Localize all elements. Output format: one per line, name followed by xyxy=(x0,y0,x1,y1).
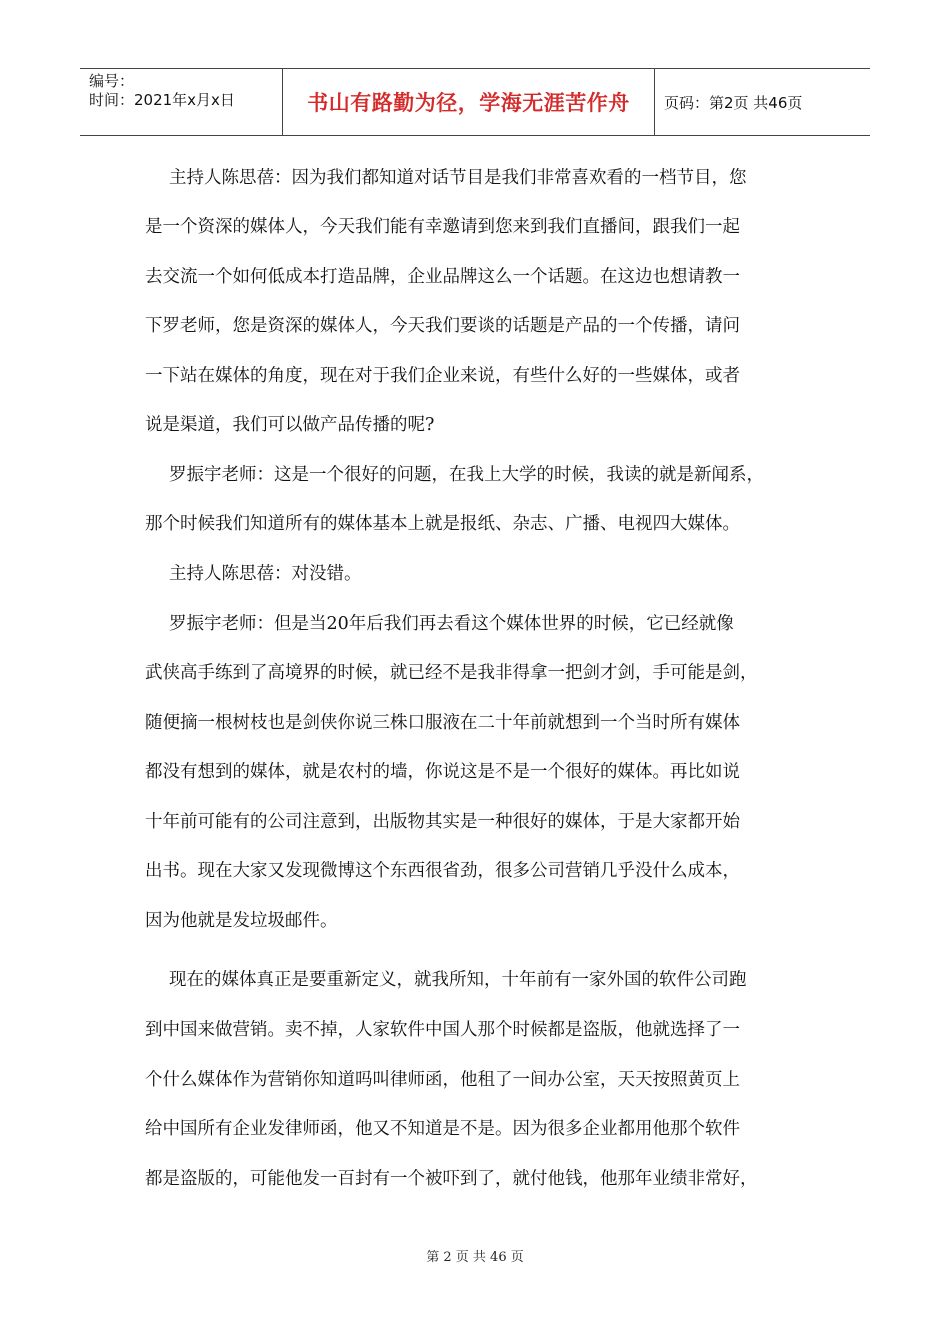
page-footer: 第 2 页 共 46 页 xyxy=(426,1250,524,1265)
body-line: 去交流一个如何低成本打造品牌，企业品牌这么一个话题。在这边也想请教一 xyxy=(145,267,740,287)
body-line: 都没有想到的媒体，就是农村的墙，你说这是不是一个很好的媒体。再比如说 xyxy=(145,762,740,782)
body-line: 现在的媒体真正是要重新定义，就我所知，十年前有一家外国的软件公司跑 xyxy=(169,970,747,990)
body-line: 出书。现在大家又发现微博这个东西很省劲，很多公司营销几乎没什么成本， xyxy=(145,861,740,881)
body-line: 十年前可能有的公司注意到，出版物其实是一种很好的媒体，于是大家都开始 xyxy=(145,812,740,832)
body-line: 那个时候我们知道所有的媒体基本上就是报纸、杂志、广播、电视四大媒体。 xyxy=(145,514,740,534)
body-line: 主持人陈思蓓：因为我们都知道对话节目是我们非常喜欢看的一档节目，您 xyxy=(169,168,747,188)
body-line: 随便摘一根树枝也是剑侠你说三株口服液在二十年前就想到一个当时所有媒体 xyxy=(145,713,740,733)
document-number-label: 编号： xyxy=(89,72,135,90)
page-header xyxy=(80,68,870,136)
header-page-info: 页码：第2页 共46页 xyxy=(664,93,803,112)
document-time-label: 时间：2021年x月x日 xyxy=(89,91,235,109)
header-page-cell xyxy=(655,69,870,135)
header-meta-cell xyxy=(80,69,283,135)
body-line: 主持人陈思蓓：对没错。 xyxy=(169,564,362,584)
header-motto-cell xyxy=(283,69,655,135)
body-line: 因为他就是发垃圾邮件。 xyxy=(145,911,338,931)
body-line: 个什么媒体作为营销你知道吗叫律师函，他租了一间办公室，天天按照黄页上 xyxy=(145,1070,740,1090)
body-line: 武侠高手练到了高境界的时候，就已经不是我非得拿一把剑才剑，手可能是剑， xyxy=(145,663,758,683)
body-line: 都是盗版的，可能他发一百封有一个被吓到了，就付他钱，他那年业绩非常好， xyxy=(145,1169,758,1189)
body-line: 说是渠道，我们可以做产品传播的呢? xyxy=(145,415,435,435)
body-line: 罗振宇老师：但是当20年后我们再去看这个媒体世界的时候，它已经就像 xyxy=(169,614,734,634)
body-line: 到中国来做营销。卖不掉，人家软件中国人那个时候都是盗版，他就选择了一 xyxy=(145,1020,740,1040)
body-line: 一下站在媒体的角度，现在对于我们企业来说，有些什么好的一些媒体，或者 xyxy=(145,366,740,386)
body-line: 给中国所有企业发律师函，他又不知道是不是。因为很多企业都用他那个软件 xyxy=(145,1119,740,1139)
body-line: 罗振宇老师：这是一个很好的问题，在我上大学的时候，我读的就是新闻系， xyxy=(169,465,764,485)
header-motto: 书山有路勤为径，学海无涯苦作舟 xyxy=(307,91,630,115)
body-line: 下罗老师，您是资深的媒体人，今天我们要谈的话题是产品的一个传播，请问 xyxy=(145,316,740,336)
body-line: 是一个资深的媒体人，今天我们能有幸邀请到您来到我们直播间，跟我们一起 xyxy=(145,217,740,237)
